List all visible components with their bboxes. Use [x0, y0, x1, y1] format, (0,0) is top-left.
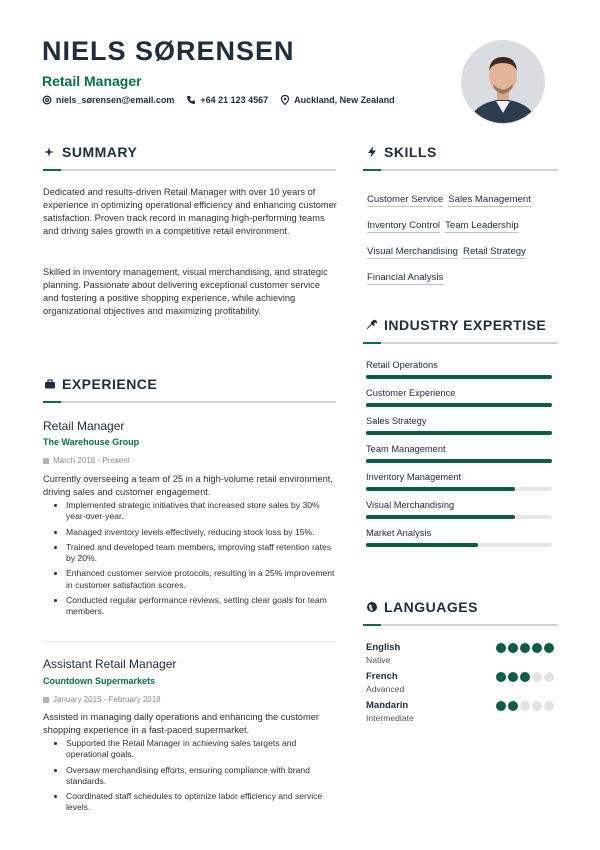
expertise-heading-text: INDUSTRY EXPERTISE — [384, 317, 547, 333]
expertise-bar-fill — [366, 515, 515, 519]
job-1-description: Currently overseeing a team of 25 in a high-volume retail environment, driving sales and customer engagement. — [43, 474, 333, 497]
skills-heading — [366, 144, 437, 160]
resume-name: NIELS SØRENSEN — [42, 36, 295, 66]
location-pin-icon — [280, 95, 290, 105]
phone-icon — [186, 95, 196, 105]
job-1-company: The Warehouse Group — [43, 437, 140, 447]
language-item — [366, 671, 554, 694]
skill-tag: Financial Analysis — [367, 272, 444, 283]
lightning-icon — [366, 146, 378, 158]
languages-rule — [363, 624, 558, 626]
expertise-item — [366, 416, 552, 444]
expertise-bar — [366, 403, 552, 407]
list-item: • Implemented strategic initiatives that increased store sales by 30% year-over-year. — [66, 500, 336, 523]
contact-info — [42, 95, 395, 105]
expertise-bar — [366, 543, 552, 547]
skills-list — [367, 189, 562, 285]
language-item — [366, 642, 554, 665]
globe-icon — [366, 601, 378, 613]
expertise-label: Sales Strategy — [366, 416, 427, 426]
rating-dot — [496, 701, 506, 711]
job-2-description: Assisted in managing daily operations and enhancing the customer shopping experience in a fast-paced supermarket. — [43, 712, 319, 735]
email-item[interactable] — [42, 95, 174, 105]
job-2-dates — [43, 695, 161, 704]
expertise-item — [366, 500, 552, 528]
expertise-item — [366, 472, 552, 500]
expertise-bar-fill — [366, 459, 552, 463]
expertise-item — [366, 388, 552, 416]
language-rating — [496, 672, 554, 682]
rating-dot — [544, 701, 554, 711]
experience-rule — [43, 401, 336, 403]
expertise-label: Market Analysis — [366, 528, 432, 538]
rating-dot — [496, 643, 506, 653]
location-text: Auckland, New Zealand — [294, 95, 395, 105]
rating-dot — [520, 701, 530, 711]
job-2-company: Countdown Supermarkets — [43, 676, 156, 686]
experience-heading-text: EXPERIENCE — [62, 376, 158, 392]
job-2-dates-text: January 2015 - February 2018 — [53, 695, 161, 704]
skill-tag: Customer Service — [367, 194, 444, 205]
rating-dot — [508, 672, 518, 682]
expertise-label: Team Management — [366, 444, 446, 454]
languages-heading-text: LANGUAGES — [384, 599, 478, 615]
languages-heading — [366, 599, 478, 615]
job-1-dates-text: March 2018 - Present — [53, 456, 130, 465]
at-icon — [42, 95, 52, 105]
summary-heading — [44, 144, 137, 160]
list-item: • Coordinated staff schedules to optimize labor efficiency and service levels. — [66, 791, 341, 814]
language-level: Native — [366, 655, 391, 665]
job-1-dates — [43, 456, 130, 465]
list-item: • Supported the Retail Manager in achieving sales targets and operational goals. — [66, 738, 341, 761]
expertise-bar-fill — [366, 431, 552, 435]
skill-tag: Team Leadership — [445, 220, 519, 231]
summary-paragraph-1: Dedicated and results-driven Retail Manager with over 10 years of experience in optimizing operational efficiency and enhancing customer satisfaction. Proven track record in managing high-performing teams and driving sales growth in a competitive retail environment. — [43, 187, 337, 236]
expertise-rule — [363, 342, 558, 344]
language-name: English — [366, 642, 401, 653]
expertise-bar-fill — [366, 543, 478, 547]
rating-dot — [544, 643, 554, 653]
calendar-icon — [43, 697, 49, 703]
expertise-bar-fill — [366, 403, 552, 407]
profile-photo — [461, 40, 545, 124]
job-2-bullets — [44, 738, 341, 818]
rating-dot — [532, 643, 542, 653]
job-1-title: Retail Manager — [43, 419, 125, 433]
expertise-bar — [366, 431, 552, 435]
job-divider — [43, 641, 336, 642]
list-item: • Conducted regular performance reviews, setting clear goals for team members. — [66, 595, 336, 618]
briefcase-icon — [44, 378, 56, 390]
language-item — [366, 700, 554, 723]
list-item: • Enhanced customer service protocols, resulting in a 25% improvement in customer satisfaction scores. — [66, 568, 336, 591]
sparkle-icon — [44, 146, 56, 158]
rating-dot — [496, 672, 506, 682]
summary-heading-text: SUMMARY — [62, 144, 138, 160]
language-name: Mandarin — [366, 700, 409, 711]
job-1-bullets — [44, 500, 336, 622]
expertise-list — [366, 360, 552, 556]
expertise-item — [366, 528, 552, 556]
expertise-bar — [366, 459, 552, 463]
skill-tag: Sales Management — [448, 194, 531, 205]
rating-dot — [532, 672, 542, 682]
list-item: • Oversaw merchandising efforts, ensuring compliance with brand standards. — [66, 765, 341, 788]
language-rating — [496, 643, 554, 653]
expertise-bar-fill — [366, 375, 552, 379]
phone-text: +64 21 123 4567 — [200, 95, 269, 105]
expertise-bar — [366, 487, 552, 491]
rating-dot — [544, 672, 554, 682]
list-item: • Trained and developed team members, improving staff retention rates by 20%. — [66, 542, 336, 565]
list-item: • Managed inventory levels effectively, reducing stock loss by 15%. — [66, 527, 336, 538]
email-text: niels_sørensen@email.com — [56, 95, 175, 105]
skill-tag: Retail Strategy — [463, 246, 526, 257]
skills-rule — [363, 169, 558, 171]
expertise-item — [366, 360, 552, 388]
expertise-bar — [366, 515, 552, 519]
rating-dot — [508, 643, 518, 653]
summary-rule — [43, 169, 336, 171]
rating-dot — [520, 672, 530, 682]
summary-paragraph-2: Skilled in inventory management, visual merchandising, and strategic planning. Passionate about delivering exceptional customer service and fostering a positive shopping experience, while achieving organizational objectives and maximizing profitability. — [43, 267, 328, 316]
expertise-heading — [366, 317, 546, 333]
phone-item[interactable] — [186, 95, 268, 105]
expertise-item — [366, 444, 552, 472]
skill-tag: Inventory Control — [367, 220, 441, 231]
location-item — [280, 95, 395, 105]
skills-heading-text: SKILLS — [384, 144, 437, 160]
calendar-icon — [43, 458, 49, 464]
expertise-label: Visual Merchandising — [366, 500, 455, 510]
job-2-title: Assistant Retail Manager — [43, 657, 177, 671]
rating-dot — [508, 701, 518, 711]
experience-heading — [44, 376, 157, 392]
language-level: Advanced — [366, 684, 405, 694]
language-rating — [496, 701, 554, 711]
job-title-headline: Retail Manager — [42, 73, 142, 89]
rating-dot — [520, 643, 530, 653]
expertise-label: Retail Operations — [366, 360, 438, 370]
expertise-bar-fill — [366, 487, 515, 491]
expertise-label: Customer Experience — [366, 388, 456, 398]
expertise-bar — [366, 375, 552, 379]
language-name: French — [366, 671, 398, 682]
language-level: Intermediate — [366, 713, 414, 723]
expertise-label: Inventory Management — [366, 472, 462, 482]
rating-dot — [532, 701, 542, 711]
wrench-icon — [366, 319, 378, 331]
skill-tag: Visual Merchandising — [367, 246, 459, 257]
